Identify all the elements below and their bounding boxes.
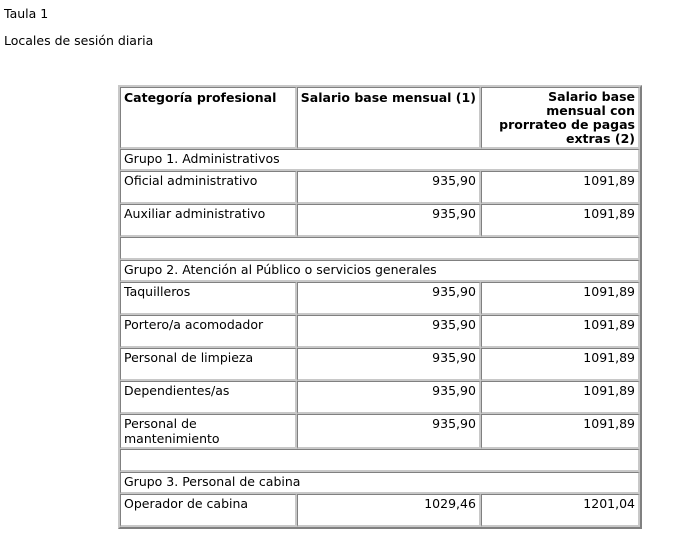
spacer-row — [120, 449, 640, 472]
document-heading: Taula 1 — [4, 6, 49, 21]
category-cell: Taquilleros — [120, 282, 297, 315]
prorated-salary-cell: 1091,89 — [481, 381, 640, 414]
spacer-row — [120, 237, 640, 260]
table-header-row — [120, 87, 640, 149]
prorated-salary-cell: 1091,89 — [481, 204, 640, 237]
group-label: Grupo 2. Atención al Público o servicios generales — [120, 260, 640, 282]
salary-table — [118, 85, 642, 529]
group-row — [120, 149, 640, 171]
base-salary-cell: 935,90 — [297, 348, 481, 381]
table-row — [120, 315, 640, 348]
table-row — [120, 494, 640, 527]
header-base-salary: Salario base mensual (1) — [297, 87, 481, 149]
group-row — [120, 260, 640, 282]
base-salary-cell: 935,90 — [297, 315, 481, 348]
base-salary-cell: 935,90 — [297, 171, 481, 204]
category-cell: Personal de mantenimiento — [120, 414, 297, 449]
group-label: Grupo 1. Administrativos — [120, 149, 640, 171]
category-cell: Dependientes/as — [120, 381, 297, 414]
category-cell: Oficial administrativo — [120, 171, 297, 204]
category-cell: Auxiliar administrativo — [120, 204, 297, 237]
header-category: Categoría profesional — [120, 87, 297, 149]
spacer-cell — [120, 449, 640, 472]
prorated-salary-cell: 1201,04 — [481, 494, 640, 527]
group-label: Grupo 3. Personal de cabina — [120, 472, 640, 494]
table-row — [120, 171, 640, 204]
category-cell: Operador de cabina — [120, 494, 297, 527]
base-salary-cell: 935,90 — [297, 381, 481, 414]
table-row — [120, 282, 640, 315]
table-row — [120, 414, 640, 449]
header-prorated-salary: Salario base mensual con prorrateo de pagas extras (2) — [481, 87, 640, 149]
prorated-salary-cell: 1091,89 — [481, 348, 640, 381]
document-subtitle: Locales de sesión diaria — [4, 33, 154, 48]
category-cell: Personal de limpieza — [120, 348, 297, 381]
base-salary-cell: 935,90 — [297, 204, 481, 237]
prorated-salary-cell: 1091,89 — [481, 315, 640, 348]
category-cell: Portero/a acomodador — [120, 315, 297, 348]
prorated-salary-cell: 1091,89 — [481, 171, 640, 204]
base-salary-cell: 935,90 — [297, 414, 481, 449]
spacer-cell — [120, 237, 640, 260]
base-salary-cell: 1029,46 — [297, 494, 481, 527]
group-row — [120, 472, 640, 494]
base-salary-cell: 935,90 — [297, 282, 481, 315]
prorated-salary-cell: 1091,89 — [481, 414, 640, 449]
prorated-salary-cell: 1091,89 — [481, 282, 640, 315]
table-row — [120, 381, 640, 414]
table-row — [120, 204, 640, 237]
table-row — [120, 348, 640, 381]
